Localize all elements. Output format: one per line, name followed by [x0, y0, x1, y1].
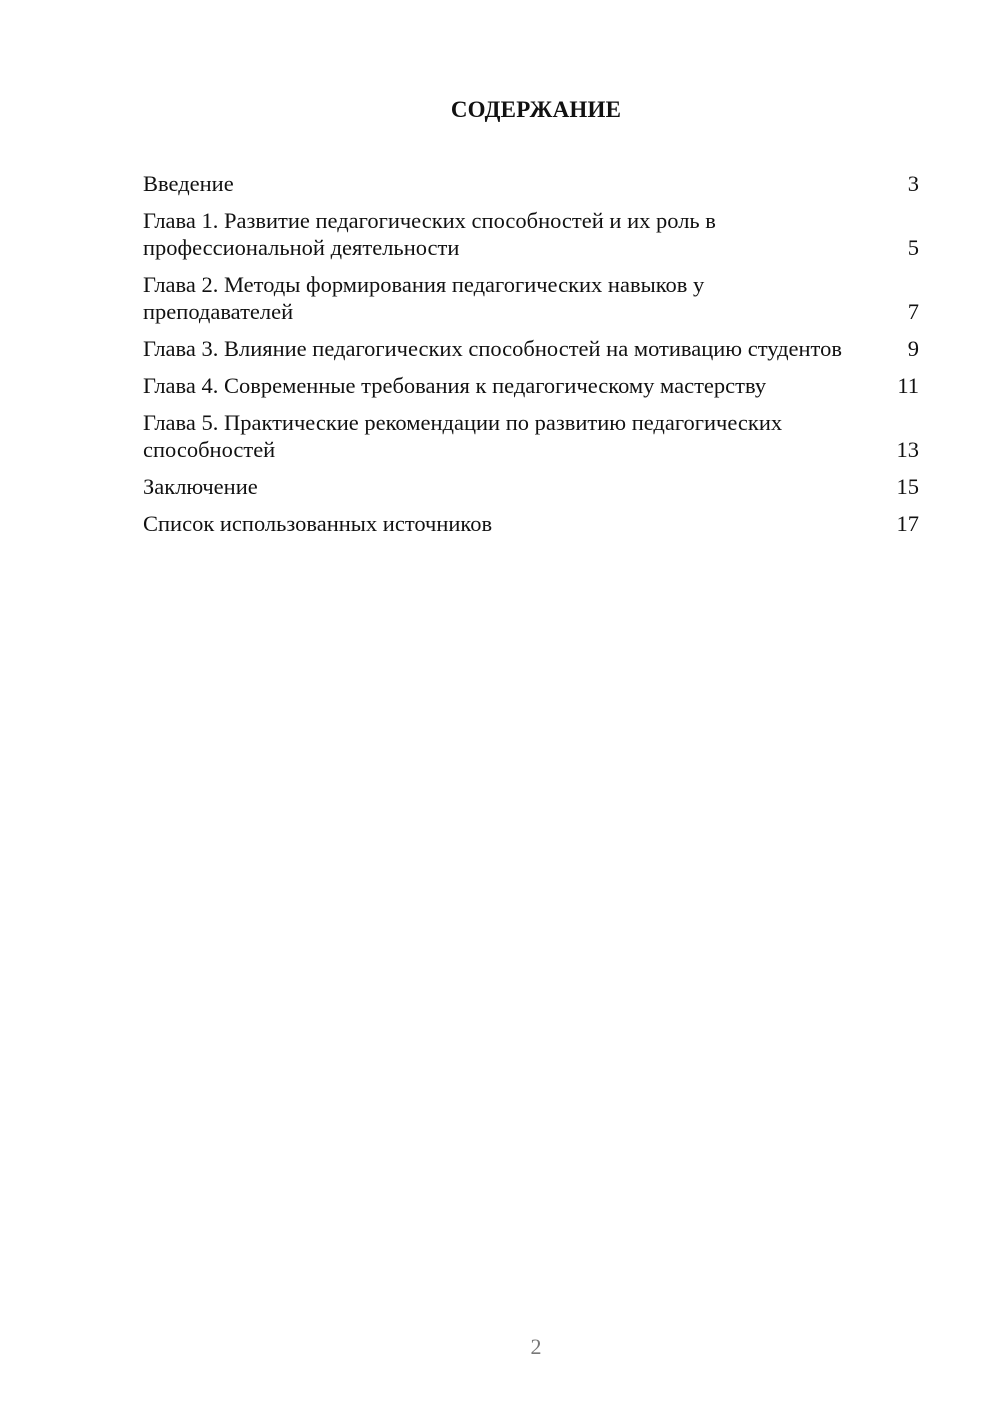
- toc-entry-page: 9: [907, 336, 919, 361]
- toc-entry-chapter-3: [143, 335, 919, 362]
- toc-entry-text: Глава 5. Практические рекомендации по развитию педагогических способностей: [143, 410, 783, 462]
- table-of-contents: [143, 170, 919, 547]
- toc-entry-page: 11: [897, 373, 919, 398]
- toc-entry-page: 3: [907, 171, 919, 196]
- toc-entry-chapter-1: [143, 207, 919, 261]
- toc-entry-page: 15: [896, 474, 919, 499]
- toc-entry-text: Глава 4. Современные требования к педагогическому мастерству: [143, 373, 767, 398]
- toc-entry-chapter-4: [143, 372, 919, 399]
- page-number: 2: [530, 1334, 542, 1359]
- toc-entry-text: Глава 3. Влияние педагогических способностей на мотивацию студентов: [143, 336, 842, 361]
- toc-entry-page: 7: [907, 299, 919, 324]
- toc-entry-text: Введение: [143, 171, 234, 196]
- toc-entry-page: 5: [907, 235, 919, 260]
- toc-entry-page: 17: [896, 511, 919, 536]
- toc-entry-text: Глава 1. Развитие педагогических способностей и их роль в профессиональной деятельности: [143, 208, 716, 260]
- toc-entry-chapter-5: [143, 409, 919, 463]
- toc-entry-introduction: [143, 170, 919, 197]
- toc-entry-text: Список использованных источников: [143, 511, 493, 536]
- toc-entry-conclusion: [143, 473, 919, 500]
- toc-entry-text: Глава 2. Методы формирования педагогических навыков у преподавателей: [143, 272, 705, 324]
- toc-entry-page: 13: [896, 437, 919, 462]
- toc-entry-chapter-2: [143, 271, 919, 325]
- toc-entry-text: Заключение: [143, 474, 258, 499]
- page-title: СОДЕРЖАНИЕ: [450, 97, 622, 122]
- toc-entry-references: [143, 510, 919, 537]
